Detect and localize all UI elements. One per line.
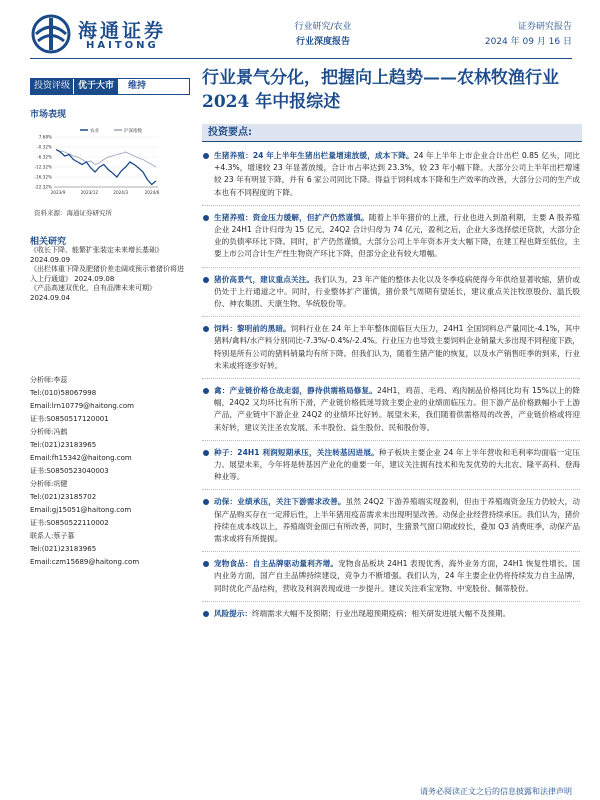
analyst-tel: Tel:(021)23185702 xyxy=(30,493,97,501)
bullet-icon xyxy=(203,611,209,617)
key-point-lead: 猪价高景气，建议重点关注。 xyxy=(214,274,315,284)
y-tick-label: -0.32% xyxy=(37,144,52,150)
logo-english-name: HAITONG xyxy=(86,40,159,51)
report-type-label: 行业深度报告 xyxy=(295,37,350,47)
y-tick-label: 7.68% xyxy=(38,134,52,140)
haitong-logo xyxy=(30,14,180,54)
y-tick-label: -6.32% xyxy=(37,154,52,160)
key-point-text: 我们认为，23 年产能的整体去化以及冬季疫病使得今年供给显著收缩，猪价或仍处于上行通道之中。同时，行业整体扩产谨慎，猪价景气周期有望延长，建议重点关注牧原股份、温氏股份、神农集团、天康生物、华统股份等。 xyxy=(214,274,581,309)
legend-label: 沪深指数 xyxy=(124,129,142,134)
analyst-email[interactable]: Email:fh15342@haitong.com xyxy=(30,454,132,462)
analyst-cert: 证书:S0850523040003 xyxy=(30,467,109,475)
analyst-name: 分析师:巩健 xyxy=(30,480,68,488)
analyst-tel: Tel:(021)23183965 xyxy=(30,441,97,449)
key-point-text: 随着上半年猪价的上涨，行业也进入到盈利期，主要 A 股养殖企业 24H1 合计归母为 15 亿元，24Q2 合计归母为 74 亿元，盈利之后，企业大多选择偿还贷款，大部分企业的负债率环比下降。同时，扩产仍然谨慎，大部分公司上半年资本开支大幅下降，在建工程也降至低位，主要上市公司合计生产性生物资产环比下降，但部分企业有较大增幅。 xyxy=(214,212,580,259)
logo-chinese-name: 海通证券 xyxy=(78,20,167,42)
key-point-text: 种子板块主要企业 24 年上半年营收和毛利率均面临一定压力。展望未来，今年将是转基因产业化的重要一年，建议关注拥有技术和先发优势的大北农、隆平高科、登海种业等。 xyxy=(214,447,580,482)
chart-x-axis xyxy=(51,187,160,195)
market-performance-chart xyxy=(30,125,162,205)
analyst-list xyxy=(30,374,190,569)
analyst-email[interactable]: Email:gj15051@haitong.com xyxy=(30,506,132,514)
key-point xyxy=(202,150,580,206)
header-divider xyxy=(30,58,572,59)
key-point-text: 终端需求大幅不及预期；行业出现超预期疫病；相关研发进展大幅不及预期。 xyxy=(251,608,511,618)
report-date: 2024 年 09 月 16 日 xyxy=(484,37,572,47)
key-point-lead: 风险提示： xyxy=(214,608,252,618)
key-points-heading: 投资要点: xyxy=(202,124,582,142)
key-point-lead: 生猪养殖：24 年上半年生猪出栏量增速放缓，成本下降。 xyxy=(214,151,414,160)
y-tick-label: -12.32% xyxy=(34,164,52,170)
report-meta xyxy=(485,20,572,50)
analyst-email[interactable]: Email:czm15689@haitong.com xyxy=(30,558,140,566)
report-category xyxy=(268,20,378,50)
related-item[interactable]: 《产品高速双优化，自有品牌未来可期》 2024.09.04 xyxy=(30,284,156,302)
y-tick-label: -16.32% xyxy=(34,174,52,180)
analyst-name: 联系人:蔡子慕 xyxy=(30,532,75,540)
bullet-icon xyxy=(203,499,209,505)
rating-value: 优于大市 xyxy=(73,79,118,94)
bullet-icon xyxy=(203,153,209,159)
key-point xyxy=(202,212,580,268)
x-tick-label: 2023/9 xyxy=(50,190,66,195)
key-point xyxy=(202,323,580,379)
key-point-lead: 饲料：黎明前的黑暗。 xyxy=(214,324,291,334)
related-research-list xyxy=(30,246,190,303)
related-item[interactable]: 《出栏体重下降及肥猪价差走阔或预示着猪价将进入上行通道》 2024.09.08 xyxy=(30,265,184,283)
key-point-lead: 种子：24H1 利润短期承压，关注转基因进展。 xyxy=(214,447,379,457)
key-point xyxy=(202,558,580,602)
market-heading: 市场表现 xyxy=(30,110,67,120)
analyst-tel: Tel:(021)23183965 xyxy=(30,545,97,553)
key-point xyxy=(202,385,580,441)
key-point-lead: 宠物食品：自主品牌驱动量利齐增。 xyxy=(214,559,339,569)
related-item[interactable]: 《收长下降，能繁扩张装定未来增长基础》 2024.09.09 xyxy=(30,246,163,264)
key-point-text: 24 年上半年上市企业合计出栏 0.85 亿头，同比+4.3%，增速较 23 年显著放缓，合计市占率达到 23.3%，较 23 年小幅下降。大部分公司上半年出栏增速较 23 年有明显下降，并有 6 家公司同比下降。得益于饲料成本下降和生产效率的改善，大部分公司的生产成本也有不同程度的下降。 xyxy=(214,151,580,197)
analyst-email[interactable]: Email:lrn10779@haitong.com xyxy=(30,402,134,410)
category-label: 行业研究/农业 xyxy=(294,22,352,32)
key-points-list xyxy=(202,150,580,632)
key-point-text: 24H1，鸡苗、毛鸡、鸡肉制品价格同比均有 15%以上的降幅，24Q2 又均环比有所下滑，产业链价格低迷导致主要企业的业绩面临压力。但下游产品价格跌幅小于上游产品，产业链中下游企业 24Q2 的业绩环比好转。展望未来，我们随着供需格局的改善，产业链价格或将迎来好转，建议关注圣农发展、禾丰股份、益生股份、民和股份等。 xyxy=(214,386,580,432)
key-point xyxy=(202,496,580,552)
key-point-lead: 生猪养殖：资金压力缓解，但扩产仍然谨慎。 xyxy=(214,212,369,222)
key-point-text: 宠物食品板块 24H1 表现优秀，海外业务方面，24H1 恢复性增长。国内业务方面，国产自主品牌持续建设，竞争力不断增强。我们认为，24 年主要企业仍将持续发力自主品牌，同时优化产品结构，营收及利润表现或进一步提升。建议关注乖宝宠物、中宠股份、佩蒂股份。 xyxy=(214,559,580,593)
haitong-logo-icon xyxy=(30,14,72,54)
report-kind-label: 证券研究报告 xyxy=(517,22,572,32)
analyst-name: 分析师:李蕊 xyxy=(30,376,68,384)
report-title: 行业景气分化，把握向上趋势——农林牧渔行业 2024 年中报综述 xyxy=(202,68,559,112)
disclaimer-footer: 请务必阅读正文之后的信息披露和法律声明 xyxy=(420,787,572,796)
key-point-lead: 动保：业绩承压，关注下游需求改善。 xyxy=(214,497,346,507)
chart-source: 资料来源：海通证券研究所 xyxy=(34,209,112,217)
chart-legend xyxy=(80,127,142,134)
bullet-icon xyxy=(203,277,209,283)
x-tick-label: 2024/3 xyxy=(113,190,129,195)
bullet-icon xyxy=(203,215,209,221)
key-point-lead: 禽：产业链价格仓战走弱，静待供需格局修复。 xyxy=(214,386,378,396)
bullet-icon xyxy=(203,561,209,567)
key-point xyxy=(202,274,580,318)
bullet-icon xyxy=(203,450,209,456)
analyst-name: 分析师:冯鹤 xyxy=(30,428,68,436)
chart-y-axis xyxy=(35,135,158,190)
bullet-icon xyxy=(203,326,209,332)
key-point-text: 饲料行业在 24 年上半年整体面临巨大压力，24H1 全国饲料总产量同比-4.1%，其中猪料/禽料/水产料分别同比-7.3%/-0.4%/-2.4%。行业压力也导致主要饲料企业销量大多出现不同程度下跌，特别是所有公司的猪料销量均有所下降。但我们认为，随着生猪产能的恢复，以及水产销售旺季的到来，行业未来或将逐步好转。 xyxy=(214,324,581,370)
analyst-cert: 证书:S0850522110002 xyxy=(30,519,109,527)
x-tick-label: 2023/12 xyxy=(80,190,99,195)
rating-action: 维持 xyxy=(128,81,147,91)
analyst-tel: Tel:(010)58067998 xyxy=(30,389,97,397)
rating-label: 投资评级 xyxy=(31,79,73,94)
key-point-text: 虽然 24Q2 下游养殖端实现盈利，但由于养殖端资金压力仍较大，动保产品购买存在一定滞后性，上半年猪用疫苗需求未出现明显改善。动保企业经营持续承压。我们认为，猪价持续在成本线以上，养殖端资金面已有所改善，同时，生猪景气窗口期或较长，叠加 Q3 消费旺季，动保产品需求或将有所提振。 xyxy=(214,497,580,544)
key-point xyxy=(202,447,580,491)
legend-label: 农业 xyxy=(90,129,99,134)
analyst-cert: 证书:S0850517120001 xyxy=(30,415,109,423)
x-tick-label: 2024/6 xyxy=(144,190,160,195)
investment-rating xyxy=(30,78,190,95)
series-line xyxy=(56,150,156,168)
report-header xyxy=(0,0,600,62)
bullet-icon xyxy=(203,388,209,394)
y-tick-label: -22.32% xyxy=(34,184,52,190)
related-heading: 相关研究 xyxy=(30,237,67,247)
key-point xyxy=(202,608,580,626)
